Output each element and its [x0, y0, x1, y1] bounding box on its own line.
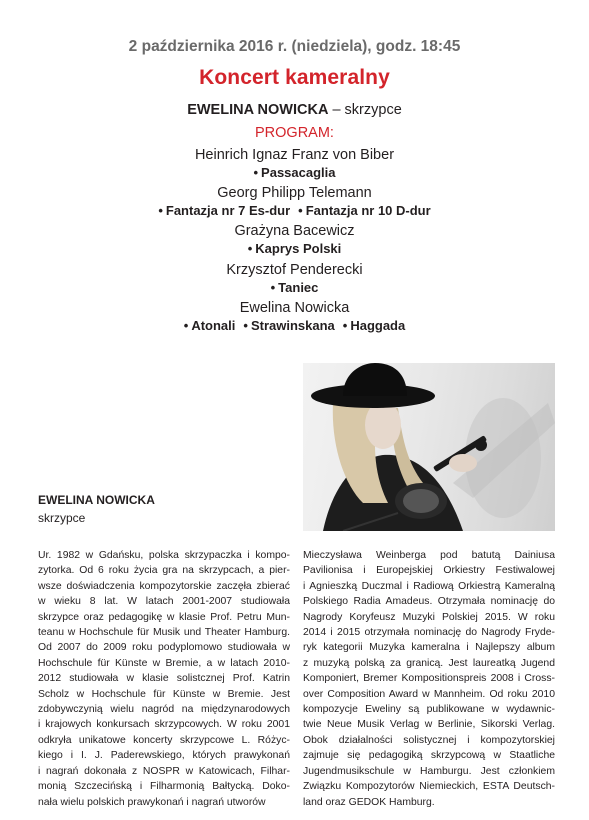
bio-text-left-column	[38, 548, 290, 810]
works-list	[0, 202, 589, 219]
composer-name: Heinrich Ignaz Franz von Biber	[194, 147, 395, 163]
work-title: • Atonali	[183, 318, 236, 333]
composer-name: Grażyna Bacewicz	[234, 223, 355, 239]
bio-text-line: Nagrody Koryfeusz Muzyki Polskiej 2015. W roku	[303, 611, 555, 623]
bio-name: EWELINA NOWICKA	[38, 493, 155, 507]
bio-text-line: land oraz GEDOK Hamburg.	[303, 796, 435, 808]
work-title: • Passacaglia	[253, 165, 336, 180]
bio-text-line: Mieczysława Weinberga pod batutą Dainiusa	[303, 550, 555, 561]
bio-text-line: Ur. 1982 w Gdańsku, polska skrzypaczka i kompo-	[38, 550, 290, 561]
performer-photo	[303, 363, 555, 531]
bullet-icon: •	[158, 203, 163, 218]
work-title: • Strawinskana	[243, 318, 335, 333]
bio-text-line: Obok działalności solistycznej i kompozytorskiej	[303, 734, 555, 746]
bio-text-line: kompozycje Eweliny są publikowane w wydawnic-	[303, 704, 555, 716]
bio-text-line: Polskiego Radia Amadeus. Otrzymała nominację do	[303, 596, 555, 608]
bio-text-line: 2012 studiowała w klasie solistcznej Prof. Katrin	[38, 673, 290, 685]
program-entry	[0, 146, 589, 181]
bio-text-line: zajmuje się pedagogiką skrzypcową w Staatliche	[303, 750, 555, 762]
performer-name: EWELINA NOWICKA	[187, 102, 329, 118]
concert-title: Koncert kameralny	[199, 66, 390, 89]
bio-text-line: Scholz w Hochschule für Künste w Bremie. Jest	[38, 688, 290, 700]
program-entry	[0, 299, 589, 334]
work-title: • Fantazja nr 7 Es-dur	[158, 203, 291, 218]
bio-text-right-column	[303, 548, 555, 810]
bio-text-line: Od 2007 do 2009 roku podyplomowo studiowała w	[38, 642, 290, 654]
bio-text-line: i krajowych konkursach skrzypcowych. W roku 2001	[38, 719, 290, 731]
work-title: • Kaprys Polski	[247, 241, 342, 256]
bullet-icon: •	[342, 318, 348, 333]
program-entry	[0, 184, 589, 219]
program-label: PROGRAM:	[255, 125, 334, 141]
works-list	[0, 279, 589, 296]
composer-name: Krzysztof Penderecki	[226, 262, 363, 278]
composer-name: Georg Philipp Telemann	[217, 185, 372, 201]
bio-text-line: Hochschule für Künste w Bremie, a w latach 2010-	[38, 657, 290, 669]
bio-text-line: i nagrań dokonała z NOSPR w Katowicach, Filhar-	[38, 765, 290, 777]
bio-text-line: monią Szczecińską i Filharmonią Bałtycką. Doko-	[38, 781, 290, 793]
bio-text-line: nała wielu polskich prawykonań i nagrań utworów	[38, 796, 266, 808]
program-entry	[0, 222, 589, 257]
bio-text-line: Komponiert, Bremer Kompositionspreis 2008 i Cross-	[303, 673, 555, 685]
bio-text-line: w wieku 8 lat. W latach 2001-2007 studiowała	[38, 596, 290, 608]
bio-text-line: 2014 i 2015 otrzymała nominację do Nagrody Fryde-	[303, 627, 555, 639]
bio-text-line: wsze doświadczenia kompozytorskie zaczęła zbierać	[38, 580, 290, 592]
works-list	[0, 164, 589, 181]
concert-date: 2 października 2016 r. (niedziela), godz. 18:45	[128, 38, 461, 55]
works-list	[0, 240, 589, 257]
bullet-icon: •	[183, 318, 189, 333]
bio-text-line: over Composition Award w Mannheim. Od roku 2010	[303, 688, 555, 700]
bullet-icon: •	[243, 318, 248, 333]
bullet-icon: •	[247, 241, 253, 256]
bio-text-line: z muzyką polską za granicą. Jest laureatką Jugend	[303, 657, 555, 669]
bio-text-line: zdobywczynią wielu nagród na międzynarodowych	[38, 704, 290, 716]
bio-text-line: ryk kategorii Muzyka kameralna i Najlepszy album	[303, 642, 555, 654]
bio-text-line: skrzypce oraz pedagogikę w klasie Prof. Petru Mun-	[38, 611, 290, 623]
bio-text-line: twie Neue Musik Verlag w Berlinie, Sikorski Verlag.	[303, 719, 555, 731]
bio-text-line: Związku Kompozytorów Niemieckich, ESTA Deutsch-	[303, 781, 555, 793]
bio-text-line: odkryła unikatowe koncerty skrzypcowe L. Różyc-	[38, 734, 290, 746]
performer-line	[0, 102, 589, 118]
work-title: • Fantazja nr 10 D-dur	[298, 203, 431, 218]
bio-text-line: kiego i I. J. Paderewskiego, których prawykonań	[38, 750, 290, 762]
work-title: • Taniec	[270, 280, 319, 295]
bio-role: skrzypce	[38, 511, 86, 525]
bio-text-line: i Agnieszką Duczmal i Radiową Orkiestrą Kameralną	[303, 580, 555, 592]
work-title: • Haggada	[342, 318, 406, 333]
composer-name: Ewelina Nowicka	[239, 300, 350, 316]
bullet-icon: •	[298, 203, 303, 218]
bullet-icon: •	[253, 165, 259, 180]
bio-text-line: teanu w Hochschule für Musik und Theater Hamburg.	[38, 627, 290, 639]
bullet-icon: •	[270, 280, 276, 295]
performer-role: – skrzypce	[328, 102, 402, 118]
bio-text-line: Jugendmusikschule w Hamburgu. Jest członkiem	[303, 765, 555, 777]
bio-text-line: Pavilionisa i Europejskiej Orkiestry Festiwalowej	[303, 565, 555, 577]
program-entry	[0, 261, 589, 296]
works-list	[0, 317, 589, 334]
violinist-photo-illustration	[303, 363, 555, 531]
bio-text-line: zytorka. Od 6 roku życia gra na skrzypcach, a pier-	[38, 565, 290, 577]
